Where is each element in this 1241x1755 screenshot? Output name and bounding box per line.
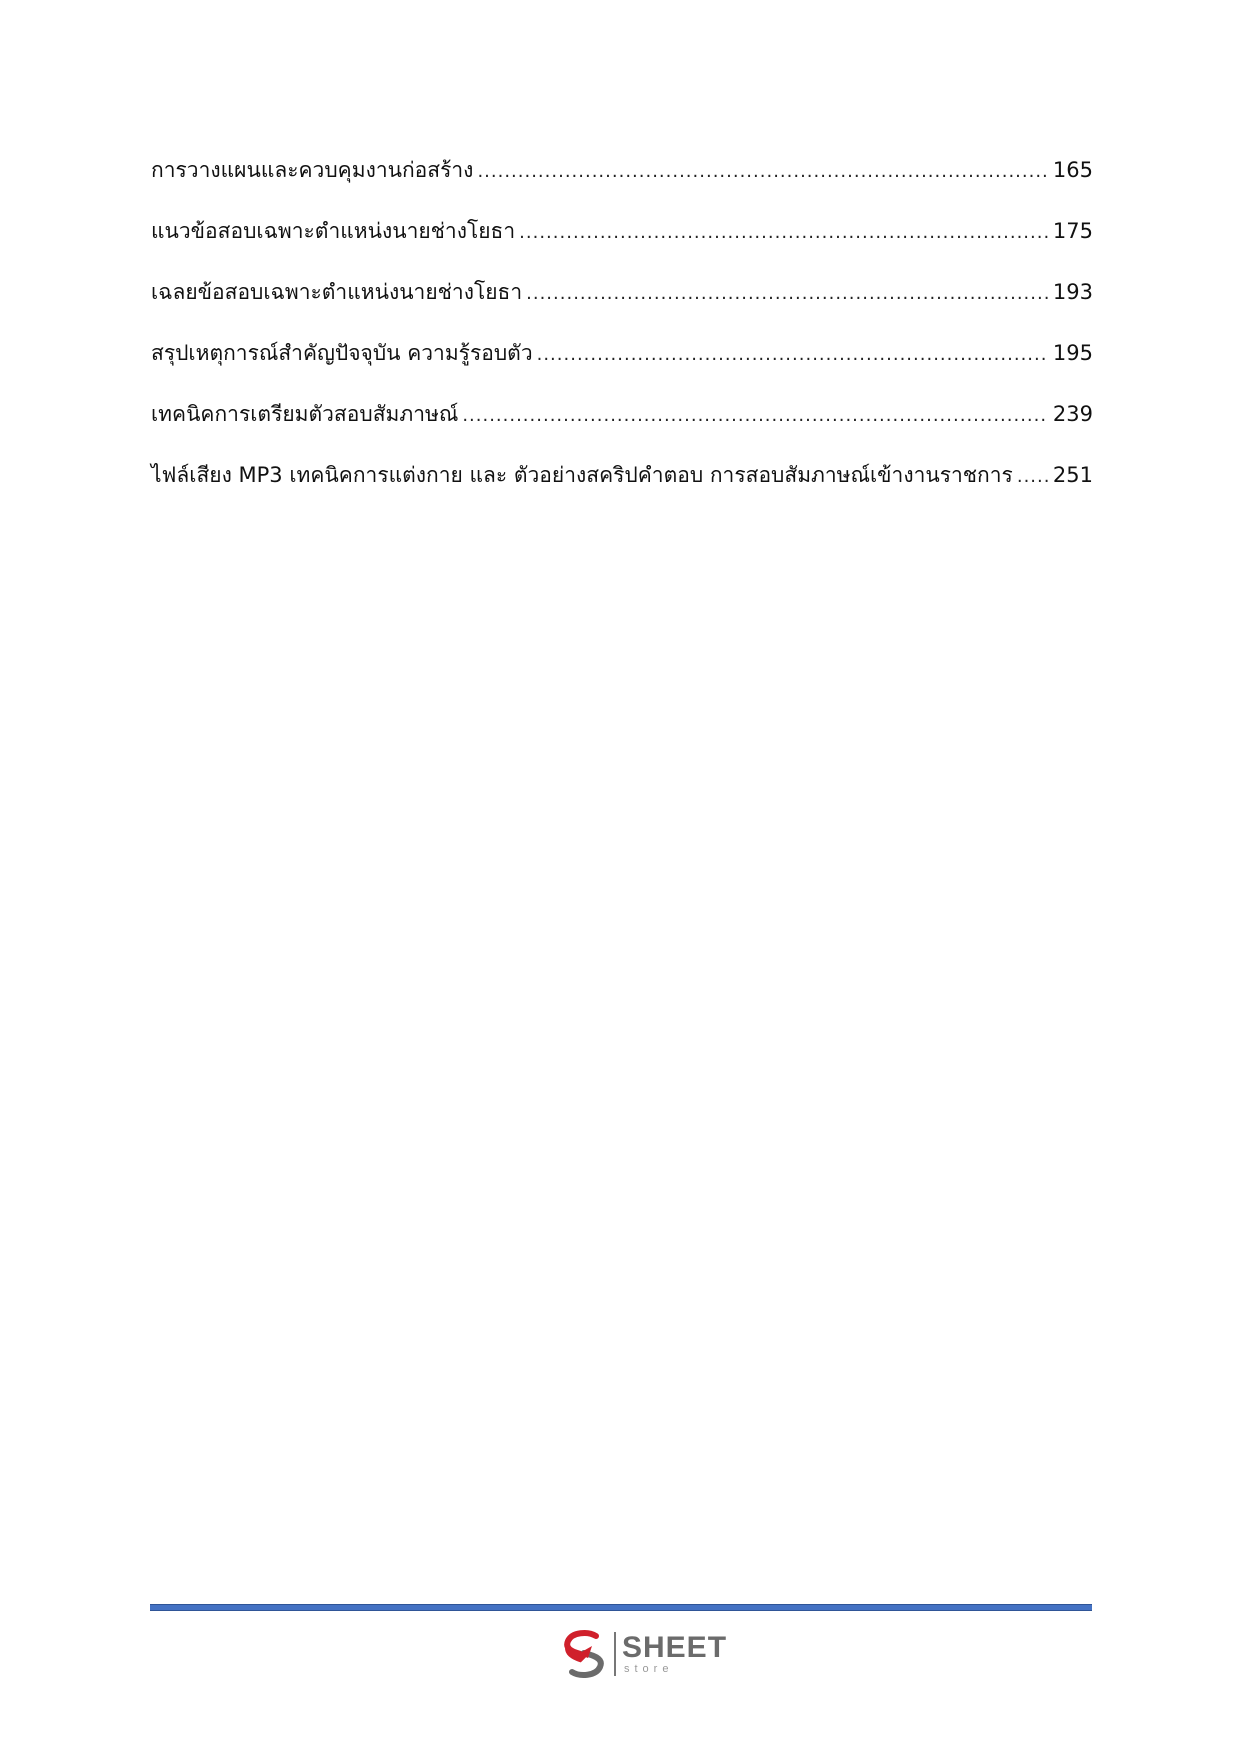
toc-entry[interactable] [151, 211, 1093, 272]
toc-entry-page: 251 [1052, 463, 1093, 487]
sheet-store-s-logo-icon [558, 1628, 610, 1680]
toc-entry-title: สรุปเหตุการณ์สำคัญปัจจุบัน ความรู้รอบตัว [151, 341, 533, 365]
toc-entry-title: แนวข้อสอบเฉพาะตำแหน่งนายช่างโยธา [151, 219, 516, 243]
toc-entry-title: เทคนิคการเตรียมตัวสอบสัมภาษณ์ [151, 402, 459, 426]
toc-entry-title: เฉลยข้อสอบเฉพาะตำแหน่งนายช่างโยธา [151, 280, 523, 304]
toc-dot-leader [462, 396, 1049, 436]
toc-entry[interactable] [151, 455, 1093, 516]
toc-entry-page: 165 [1052, 158, 1093, 182]
toc-entry[interactable] [151, 394, 1093, 455]
toc-dot-leader [526, 274, 1049, 314]
sheet-store-logo [558, 1626, 738, 1682]
toc-entry-title: การวางแผนและควบคุมงานก่อสร้าง [151, 158, 474, 182]
toc-entry-page: 193 [1052, 280, 1093, 304]
toc-dot-leader [477, 152, 1048, 192]
toc-dot-leader [537, 335, 1049, 375]
toc-entry[interactable] [151, 333, 1093, 394]
table-of-contents [151, 150, 1093, 516]
toc-entry-page: 175 [1052, 219, 1093, 243]
footer-rule [150, 1604, 1092, 1611]
toc-dot-leader [1017, 457, 1049, 497]
toc-entry-page: 239 [1052, 402, 1093, 426]
toc-entry[interactable] [151, 272, 1093, 333]
logo-subword: store [624, 1663, 674, 1675]
toc-entry[interactable] [151, 150, 1093, 211]
toc-entry-title: ไฟล์เสียง MP3 เทคนิคการแต่งกาย และ ตัวอย่างสคริปคำตอบ การสอบสัมภาษณ์เข้างานราชการ [151, 463, 1013, 487]
logo-word: SHEET [622, 1631, 728, 1664]
logo-divider [614, 1632, 616, 1676]
toc-entry-page: 195 [1052, 341, 1093, 365]
logo-wordmark [622, 1633, 727, 1675]
toc-dot-leader [519, 213, 1049, 253]
